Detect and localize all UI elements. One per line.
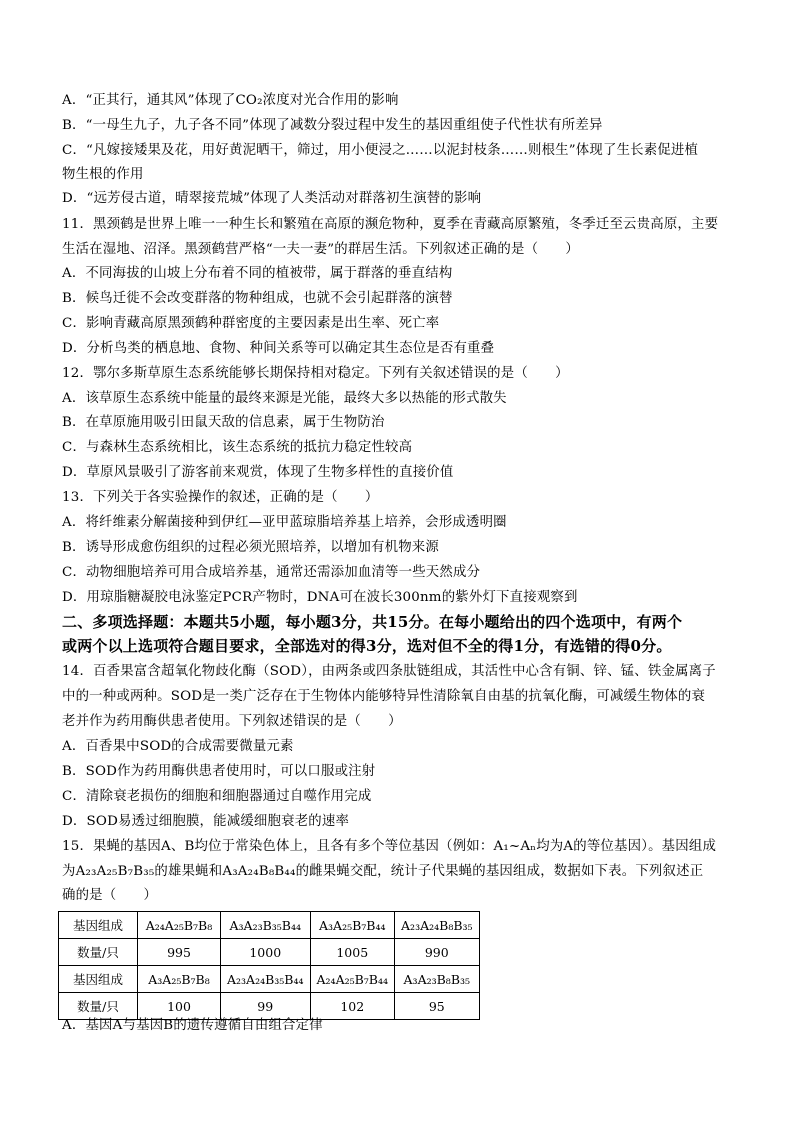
table-cell: A₂₃A₂₄B₈B₃₅ xyxy=(395,912,480,939)
q15-stem-cont1: 为A₂₃A₂₅B₇B₃₅的雄果蝇和A₃A₂₄B₈B₄₄的雌果蝇交配，统计子代果蝇的基因组成，数据如下表。下列叙述正 xyxy=(62,864,704,879)
table-cell: 1005 xyxy=(310,939,395,966)
table-cell: A₂₄A₂₅B₇B₈ xyxy=(138,912,221,939)
q13-option-d: D．用琼脂糖凝胶电泳鉴定PCR产物时，DNA可在波长300nm的紫外灯下直接观察到 xyxy=(62,590,578,605)
q11-option-d: D．分析鸟类的栖息地、食物、种间关系等可以确定其生态位是否有重叠 xyxy=(62,341,495,356)
row-label: 基因组成 xyxy=(59,966,138,993)
q14-option-d: D．SOD易透过细胞膜，能减缓细胞衰老的速率 xyxy=(62,814,350,829)
q10-option-a: A．“正其行，通其风”体现了CO₂浓度对光合作用的影响 xyxy=(62,93,399,108)
q11-stem: 11．黑颈鹤是世界上唯一一种生长和繁殖在高原的濒危物种，夏季在青藏高原繁殖，冬季迁至云贵高原，主要 xyxy=(62,217,719,232)
q15-stem-cont2: 确的是（ ） xyxy=(62,888,158,903)
section2-heading: 二、多项选择题：本题共5小题，每小题3分，共15分。在每小题给出的四个选项中，有两个 xyxy=(62,613,683,631)
q13-option-c: C．动物细胞培养可用合成培养基，通常还需添加血清等一些天然成分 xyxy=(62,565,481,580)
q15-option-a: A．基因A与基因B的遗传遵循自由组合定律 xyxy=(62,1018,323,1033)
q14-option-a: A．百香果中SOD的合成需要微量元素 xyxy=(62,739,294,754)
table-row xyxy=(59,912,480,939)
section2-heading-cont: 或两个以上选项符合题目要求，全部选对的得3分，选对但不全的得1分，有选错的得0分。 xyxy=(62,637,672,655)
q14-stem-cont2: 老并作为药用酶供患者使用。下列叙述错误的是（ ） xyxy=(62,714,402,729)
genotype-table xyxy=(58,911,480,1020)
table-cell: A₂₃A₂₄B₃₅B₄₄ xyxy=(221,966,311,993)
table-row xyxy=(59,993,480,1020)
q14-stem: 14．百香果富含超氧化物歧化酶（SOD），由两条或四条肽链组成，其活性中心含有铜、锌、锰、铁金属离子 xyxy=(62,664,716,679)
table-cell: A₂₄A₂₅B₇B₄₄ xyxy=(310,966,395,993)
row-label: 基因组成 xyxy=(59,912,138,939)
q13-option-a: A．将纤维素分解菌接种到伊红—亚甲蓝琼脂培养基上培养，会形成透明圈 xyxy=(62,515,507,530)
table-cell: A₃A₂₅B₇B₄₄ xyxy=(310,912,395,939)
q10-option-c-cont: 物生根的作用 xyxy=(62,167,144,182)
q10-option-c: C．“凡嫁接矮果及花，用好黄泥晒干，筛过，用小便浸之……以泥封枝条……则根生”体现了生长素促进植 xyxy=(62,143,699,158)
q10-option-d: D．“远芳侵古道，晴翠接荒城”体现了人类活动对群落初生演替的影响 xyxy=(62,191,482,206)
q12-option-a: A．该草原生态系统中能量的最终来源是光能，最终大多以热能的形式散失 xyxy=(62,391,507,406)
q11-option-b: B．候鸟迁徙不会改变群落的物种组成，也就不会引起群落的演替 xyxy=(62,291,453,306)
q11-stem-cont: 生活在湿地、沼泽。黑颈鹤营严格“一夫一妻”的群居生活。下列叙述正确的是（ ） xyxy=(62,242,579,257)
table-cell: 1000 xyxy=(221,939,311,966)
q12-stem: 12．鄂尔多斯草原生态系统能够长期保持相对稳定。下列有关叙述错误的是（ ） xyxy=(62,366,569,381)
q12-option-d: D．草原风景吸引了游客前来观赏，体现了生物多样性的直接价值 xyxy=(62,465,454,480)
table-cell: A₃A₂₃B₈B₃₅ xyxy=(395,966,480,993)
q10-option-b: B．“一母生九子，九子各不同”体现了减数分裂过程中发生的基因重组使子代性状有所差异 xyxy=(62,118,603,133)
q13-option-b: B．诱导形成愈伤组织的过程必须光照培养，以增加有机物来源 xyxy=(62,540,439,555)
q12-option-b: B．在草原施用吸引田鼠天敌的信息素，属于生物防治 xyxy=(62,415,385,430)
table-cell: 102 xyxy=(310,993,395,1020)
table-row xyxy=(59,966,480,993)
table-cell: A₃A₂₃B₃₅B₄₄ xyxy=(221,912,311,939)
q14-stem-cont1: 中的一种或两种。SOD是一类广泛存在于生物体内能够特异性清除氧自由基的抗氧化酶，可减缓生物体的衰 xyxy=(62,689,706,704)
table-cell: 99 xyxy=(221,993,311,1020)
table-row xyxy=(59,939,480,966)
row-label: 数量/只 xyxy=(59,993,138,1020)
table-cell: A₃A₂₅B₇B₈ xyxy=(138,966,221,993)
table-cell: 990 xyxy=(395,939,480,966)
q13-stem: 13．下列关于各实验操作的叙述，正确的是（ ） xyxy=(62,490,379,505)
q11-option-a: A．不同海拔的山坡上分布着不同的植被带，属于群落的垂直结构 xyxy=(62,266,453,281)
table-cell: 95 xyxy=(395,993,480,1020)
q11-option-c: C．影响青藏高原黑颈鹤种群密度的主要因素是出生率、死亡率 xyxy=(62,316,440,331)
q14-option-c: C．清除衰老损伤的细胞和细胞器通过自噬作用完成 xyxy=(62,789,372,804)
table-cell: 100 xyxy=(138,993,221,1020)
q15-stem: 15．果蝇的基因A、B均位于常染色体上，且各有多个等位基因（例如：A₁~Aₙ均为A的等位基因）。基因组成 xyxy=(62,839,717,854)
q14-option-b: B．SOD作为药用酶供患者使用时，可以口服或注射 xyxy=(62,764,376,779)
table-cell: 995 xyxy=(138,939,221,966)
row-label: 数量/只 xyxy=(59,939,138,966)
q12-option-c: C．与森林生态系统相比，该生态系统的抵抗力稳定性较高 xyxy=(62,440,413,455)
